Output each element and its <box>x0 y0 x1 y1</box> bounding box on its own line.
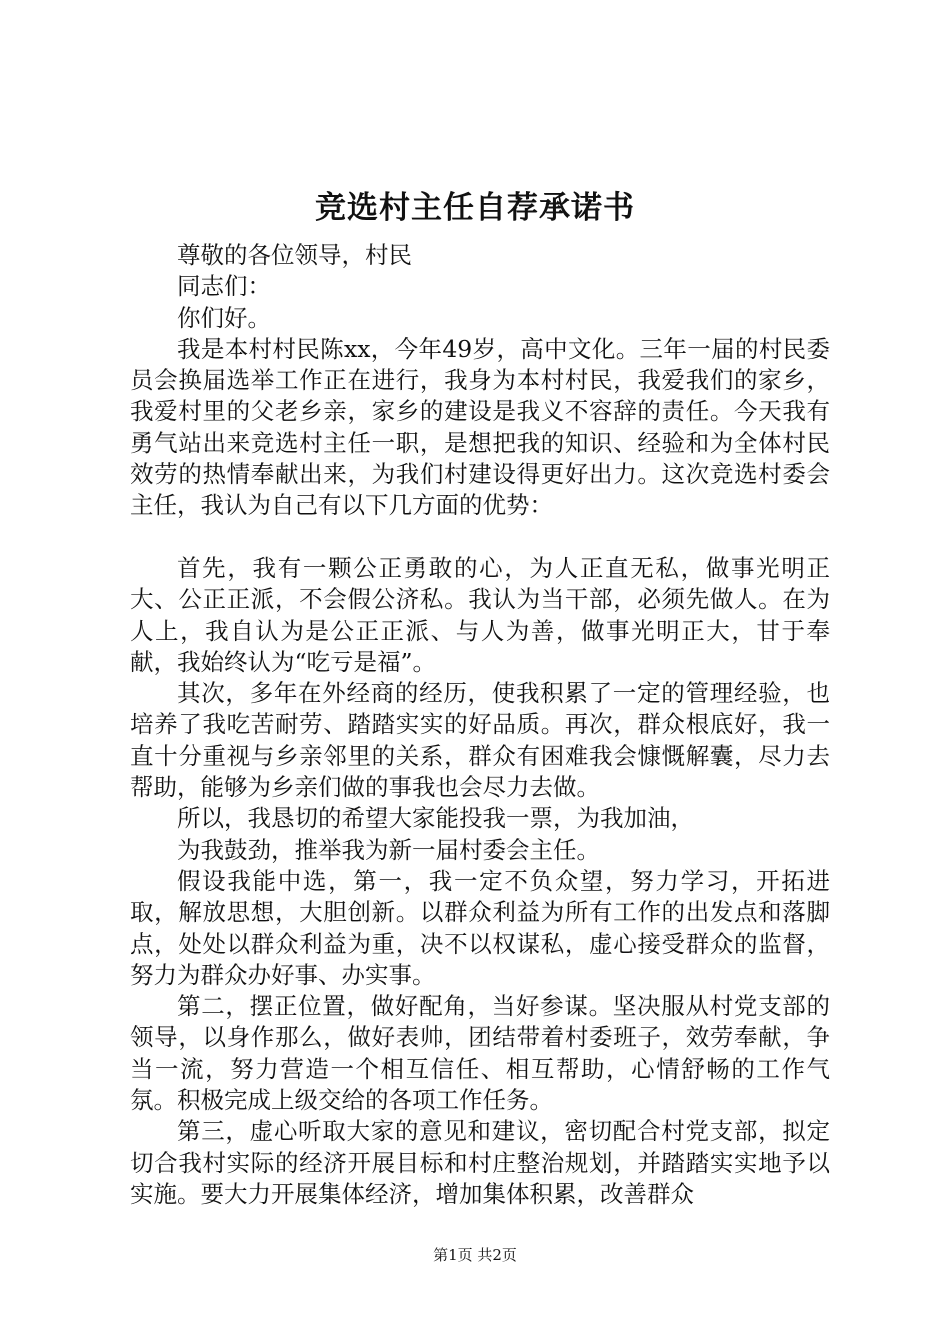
paragraph-first: 首先，我有一颗公正勇敢的心，为人正直无私，做事光明正大、公正正派，不会假公济私。我认为当干部，必须先做人。在为人上，我自认为是公正正派、与人为善，做事光明正大，甘于奉献，我始终认为“吃亏是福”。 <box>130 553 830 676</box>
salutation-line-2: 同志们： <box>177 272 271 301</box>
paragraph-promise-1: 假设我能中选，第一，我一定不负众望，努力学习，开拓进取，解放思想，大胆创新。以群众利益为所有工作的出发点和落脚点，处处以群众利益为重，决不以权谋私，虚心接受群众的监督，努力为群众办好事、办实事。 <box>130 866 830 989</box>
paragraph-appeal-2: 为我鼓劲，推举我为新一届村委会主任。 <box>177 835 600 864</box>
salutation-line-1: 尊敬的各位领导，村民 <box>177 241 412 269</box>
paragraph-intro: 我是本村村民陈xx，今年49岁，高中文化。三年一届的村民委员会换届选举工作正在进行，我身为本村村民，我爱我们的家乡，我爱村里的父老乡亲，家乡的建设是我义不容辞的责任。今天我有勇气站出来竞选村主任一职，是想把我的知识、经验和为全体村民效劳的热情奉献出来，为我们村建设得更好出力。这次竞选村委会主任，我认为自己有以下几方面的优势： <box>130 334 830 520</box>
page-footer: 第1页 共2页 <box>433 1246 517 1264</box>
document-title: 竞选村主任自荐承诺书 <box>315 190 635 226</box>
greeting: 你们好。 <box>177 303 271 332</box>
paragraph-promise-3: 第三，虚心听取大家的意见和建议，密切配合村党支部，拟定切合我村实际的经济开展目标和村庄整治规划，并踏踏实实地予以实施。要大力开展集体经济，增加集体积累，改善群众 <box>130 1117 830 1208</box>
paragraph-promise-2: 第二，摆正位置，做好配角，当好参谋。坚决服从村党支部的领导，以身作那么，做好表帅，团结带着村委班子，效劳奉献，争当一流，努力营造一个相互信任、相互帮助，心情舒畅的工作气氛。积极完成上级交给的各项工作任务。 <box>130 992 830 1115</box>
paragraph-appeal-1: 所以，我恳切的希望大家能投我一票，为我加油， <box>177 804 694 833</box>
paragraph-second: 其次，多年在外经商的经历，使我积累了一定的管理经验，也培养了我吃苦耐劳、踏踏实实的好品质。再次，群众根底好，我一直十分重视与乡亲邻里的关系，群众有困难我会慷慨解囊，尽力去帮助，能够为乡亲们做的事我也会尽力去做。 <box>130 679 830 802</box>
document-body <box>130 240 830 1210</box>
